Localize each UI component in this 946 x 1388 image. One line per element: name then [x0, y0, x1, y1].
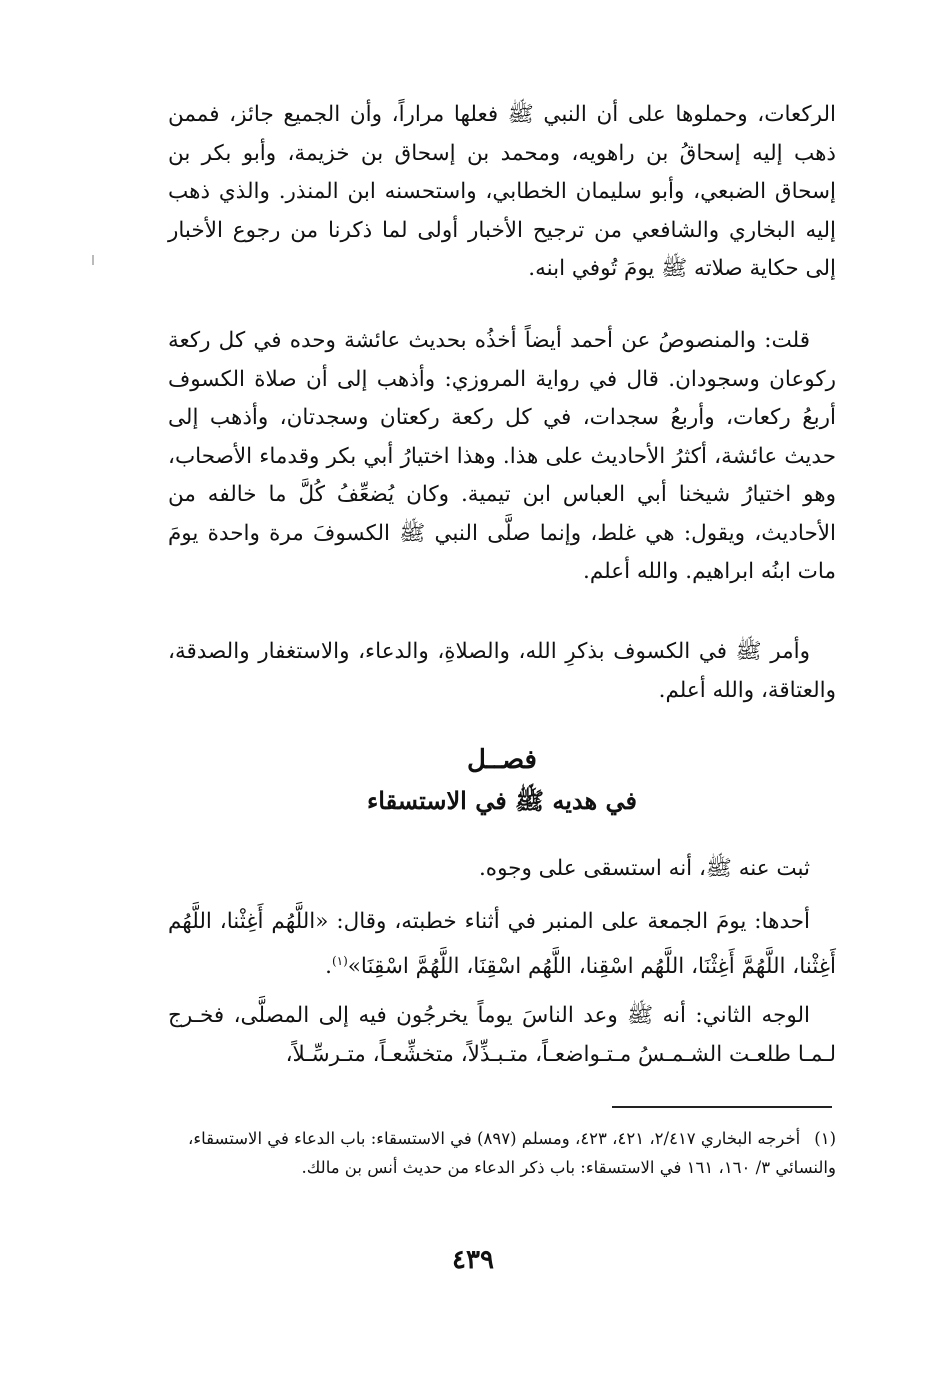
paragraph-2-text: قلت: والمنصوصُ عن أحمد أيضاً أخذُه بحديث عائشة وحده في كل ركعة ركوعان وسجودان. قال في رواية المروزي: وأذهب إلى أن صلاة الكسوف أربعُ ركعات، وأربعُ سجدات، في كل ركعة ركعتان وسجدتان، وأذهب إلى حديث عائشة، أكثرُ الأحاديث على هذا. وهذا اختيارُ أبي بكر وقدماء الأصحاب، وهو اختيارُ شيخنا أبي العباس ابن تيمية. وكان يُضعِّفُ كُلَّ ما خالفه من الأحاديث، ويقول: هي غلط، وإنما صلَّى النبي ﷺ الكسوفَ مرة واحدة يومَ مات ابنُه ابراهيم. والله أعلم. [168, 328, 836, 584]
margin-mark [92, 255, 94, 265]
paragraph-istisqa-intro [168, 850, 836, 889]
paragraph-5-wrapper: أحدها: يومَ الجمعة على المنبر في أثناء خطبته، وقال: «اللَّهُم أَغِثْنا، اللَّهُم أَغِثْنا، اللَّهُمَّ أَغِثْنَا، اللَّهُم اسْقِنا، اللَّهُم اسْقِنَا، اللَّهُمَّ اسْقِنَا»$^{(١)}$. [168, 909, 836, 979]
footnote-number: (١) [814, 1129, 836, 1148]
footnote-reference: (١) [331, 953, 348, 968]
paragraph-first-way [168, 903, 836, 986]
paragraph-3-text: وأمر ﷺ في الكسوف بذكرِ الله، والصلاةِ، والدعاء، والاستغفار والصدقة، والعتاقة، والله أعلم. [168, 639, 836, 703]
paragraph-1-text: الركعات، وحملوها على أن النبي ﷺ فعلها مراراً، وأن الجميع جائز، فممن ذهب إليه إسحاقُ بن راهويه، ومحمد بن إسحاق بن خزيمة، وأبو بكر بن إسحاق الضبعي، وأبو سليمان الخطابي، واستحسنه ابن المنذر. والذي ذهب إليه البخاري والشافعي من ترجيح الأخبار أولى لما ذكرنا من رجوع الأخبار إلى حكاية صلاته ﷺ يومَ تُوفي ابنه. [168, 102, 836, 281]
paragraph-continued [168, 96, 836, 289]
paragraph-second-way [168, 997, 836, 1074]
footnote-text: أخرجه البخاري ٢/٤١٧، ٤٢١، ٤٢٣، ومسلم (٨٩٧) في الاستسقاء: باب الدعاء في الاستسقاء، والنسائي ٣/ ١٦٠، ١٦١ في الاستسقاء: باب ذكر الدعاء من حديث أنس بن مالك. [188, 1129, 836, 1177]
paragraph-4-text: ثبت عنه ﷺ، أنه استسقى على وجوه. [478, 856, 810, 881]
paragraph-eclipse-command [168, 633, 836, 710]
paragraph-qultu [168, 322, 836, 592]
footnote-divider [612, 1106, 832, 1108]
footnote [168, 1124, 836, 1182]
section-heading: فصــل [467, 745, 537, 775]
section-subtitle: في هديه ﷺ في الاستسقاء [366, 786, 638, 815]
paragraph-6-text: الوجه الثاني: أنه ﷺ وعد الناسَ يوماً يخرجُون فيه إلى المصلَّى، فخـرج لـمـا طلعـت الشـمـسُ مـتـواضعـاً، متـبـذِّلاً، متخشِّعـاً، متـرسِّـلاً، [168, 1003, 836, 1067]
paragraph-5-text: أحدها: يومَ الجمعة على المنبر في أثناء خطبته، وقال: «اللَّهُم أَغِثْنا، اللَّهُم أَغِثْنا، اللَّهُمَّ أَغِثْنَا، اللَّهُم اسْقِنا، اللَّهُم اسْقِنَا، اللَّهُمَّ اسْقِنَا» [168, 909, 836, 979]
page-number: ٤٣٩ [452, 1245, 494, 1275]
